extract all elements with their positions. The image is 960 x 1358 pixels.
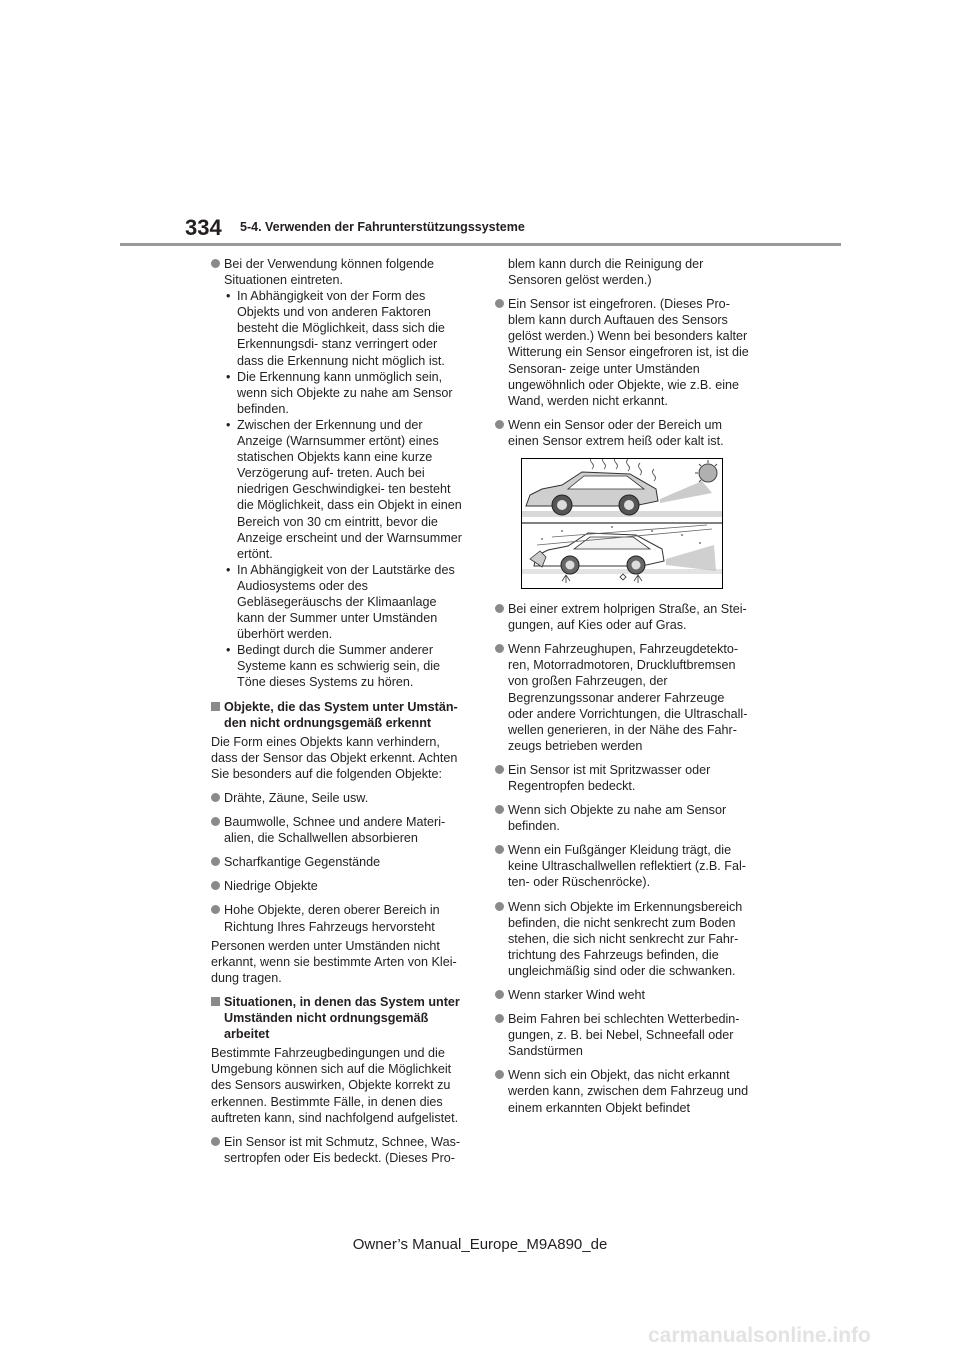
header-divider <box>120 243 841 246</box>
bullet-dot-icon <box>211 905 220 914</box>
bullet-dot-icon <box>211 793 220 802</box>
bullet-item: Ein Sensor ist eingefroren. (Dieses Pro- blem kann durch Auftauen des Sensors gelöst werden.) Wenn bei besonders kalter Witterung ein Sensor eingefroren ist, ist die Sensoran- zeige unter Umständen ungewöhnlich oder Objekte, wie z.B. eine Wand, werden nicht erkannt. <box>495 296 751 409</box>
heading-square-icon <box>211 997 220 1006</box>
bullet-dot-icon <box>211 259 220 268</box>
page-number: 334 <box>185 215 222 240</box>
continued-text: blem kann durch die Reinigung der Sensoren gelöst werden.) <box>508 257 704 288</box>
section-heading: Objekte, die das System unter Umstän- den nicht ordnungsgemäß erkennt <box>211 699 467 731</box>
bullet-item: Bei einer extrem holprigen Straße, an Stei- gungen, auf Kies oder auf Gras. <box>495 601 751 633</box>
heading-square-icon <box>211 702 220 711</box>
bullet-item: Ein Sensor ist mit Spritzwasser oder Regentropfen bedeckt. <box>495 762 751 794</box>
bullet-item: Drähte, Zäune, Seile usw. <box>211 790 467 806</box>
footer-text: Owner’s Manual_Europe_M9A890_de <box>352 1236 608 1253</box>
bullet-item: Niedrige Objekte <box>211 878 467 894</box>
bullet-item: Wenn starker Wind weht <box>495 987 751 1003</box>
bullet-dot-icon <box>495 1070 504 1079</box>
bullet-text: Bei der Verwendung können folgende Situationen eintreten. <box>224 257 435 288</box>
bullet-item <box>211 256 467 691</box>
bullet-item: Wenn sich Objekte zu nahe am Sensor befinden. <box>495 802 751 834</box>
car-heat-cold-illustration <box>522 459 722 588</box>
bullet-dot-icon <box>495 604 504 613</box>
sub-item: • Zwischen der Erkennung und der Anzeige (Warnsummer ertönt) eines statischen Objekts kann eine kurze Verzögerung auf- treten. Auch bei niedrigen Geschwindigkei- ten besteht die Möglichkeit, dass ein Objekt in einen Bereich von 30 cm eintritt, bevor die Anzeige erscheint und der Warnsummer ertönt. <box>226 417 462 561</box>
svg-text:carmanualsonline.info: carmanualsonline.info <box>648 1324 871 1347</box>
section-heading: Situationen, in denen das System unter Umständen nicht ordnungsgemäß arbeitet <box>211 994 467 1042</box>
left-column <box>211 256 467 1174</box>
bullet-item: Wenn sich Objekte im Erkennungsbereich befinden, die nicht senkrecht zum Boden stehen, die sich nicht senkrecht zur Fahr- trichtung des Fahrzeugs befinden, die ungleichmäßig sind oder die schwanken. <box>495 899 751 979</box>
bullet-dot-icon <box>495 644 504 653</box>
bullet-item: Ein Sensor ist mit Schmutz, Schnee, Was- sertropfen oder Eis bedeckt. (Dieses Pro- <box>211 1134 467 1166</box>
bullet-item: Wenn Fahrzeughupen, Fahrzeugdetekto- ren, Motorradmotoren, Druckluftbremsen von großen Fahrzeugen, der Begrenzungssonar anderer Fahrzeuge oder andere Vorrichtungen, die Ultraschall- wellen generieren, in der Nähe des Fahr- zeugs betrieben werden <box>495 641 751 754</box>
bullet-dot-icon <box>211 881 220 890</box>
sub-item: • Die Erkennung kann unmöglich sein, wenn sich Objekte zu nahe am Sensor befinden. <box>226 369 453 416</box>
watermark-logo <box>648 1322 898 1348</box>
bullet-item: Wenn sich ein Objekt, das nicht erkannt werden kann, zwischen dem Fahrzeug und einem erkannten Objekt befindet <box>495 1067 751 1115</box>
bullet-item: Scharfkantige Gegenstände <box>211 854 467 870</box>
bullet-item: Wenn ein Sensor oder der Bereich um einen Sensor extrem heiß oder kalt ist. <box>495 417 751 449</box>
bullet-dot-icon <box>495 1014 504 1023</box>
bullet-dot-icon <box>495 420 504 429</box>
sub-item: • In Abhängigkeit von der Lautstärke des Audiosystems oder des Gebläsegeräuschs der Klimaanlage kann der Summer unter Umständen überhört werden. <box>226 562 455 642</box>
bullet-dot-icon <box>495 990 504 999</box>
bullet-item: Wenn ein Fußgänger Kleidung trägt, die keine Ultraschallwellen reflektiert (z.B. Fal- ten- oder Rüschenröcke). <box>495 842 751 890</box>
bullet-item: Hohe Objekte, deren oberer Bereich in Richtung Ihres Fahrzeugs hervorsteht <box>211 902 467 934</box>
right-column <box>495 256 751 1124</box>
bullet-dot-icon <box>211 1137 220 1146</box>
sub-item: • In Abhängigkeit von der Form des Objekts und von anderen Faktoren besteht die Möglichkeit, dass sich die Erkennungsdi- stanz verringert oder dass die Erkennung nicht möglich ist. <box>226 289 445 368</box>
sub-item: • Bedingt durch die Summer anderer Systeme kann es schwierig sein, die Töne dieses Systems zu hören. <box>226 643 440 690</box>
illustration-hot-cold-sensor <box>521 458 723 589</box>
bullet-item: Baumwolle, Schnee und andere Materi- alien, die Schallwellen absorbieren <box>211 814 467 846</box>
bullet-dot-icon <box>495 765 504 774</box>
section-title: 5-4. Verwenden der Fahrunterstützungssysteme <box>240 220 525 234</box>
bullet-item: Beim Fahren bei schlechten Wetterbedin- gungen, z. B. bei Nebel, Schneefall oder Sandstürmen <box>495 1011 751 1059</box>
bullet-dot-icon <box>495 902 504 911</box>
bullet-dot-icon <box>495 845 504 854</box>
bullet-dot-icon <box>495 805 504 814</box>
paragraph: Personen werden unter Umständen nicht erkannt, wenn sie bestimmte Arten von Klei- dung tragen. <box>211 938 457 985</box>
bullet-dot-icon <box>211 857 220 866</box>
bullet-dot-icon <box>495 299 504 308</box>
paragraph: Bestimmte Fahrzeugbedingungen und die Umgebung können sich auf die Möglichkeit des Sensors auswirken, Objekte korrekt zu erkennen. Bestimmte Fälle, in denen dies auftreten kann, sind nachfolgend aufgelistet. <box>211 1046 459 1125</box>
paragraph: Die Form eines Objekts kann verhindern, dass der Sensor das Objekt erkennt. Achten Sie besonders auf die folgenden Objekte: <box>211 734 458 781</box>
bullet-dot-icon <box>211 817 220 826</box>
